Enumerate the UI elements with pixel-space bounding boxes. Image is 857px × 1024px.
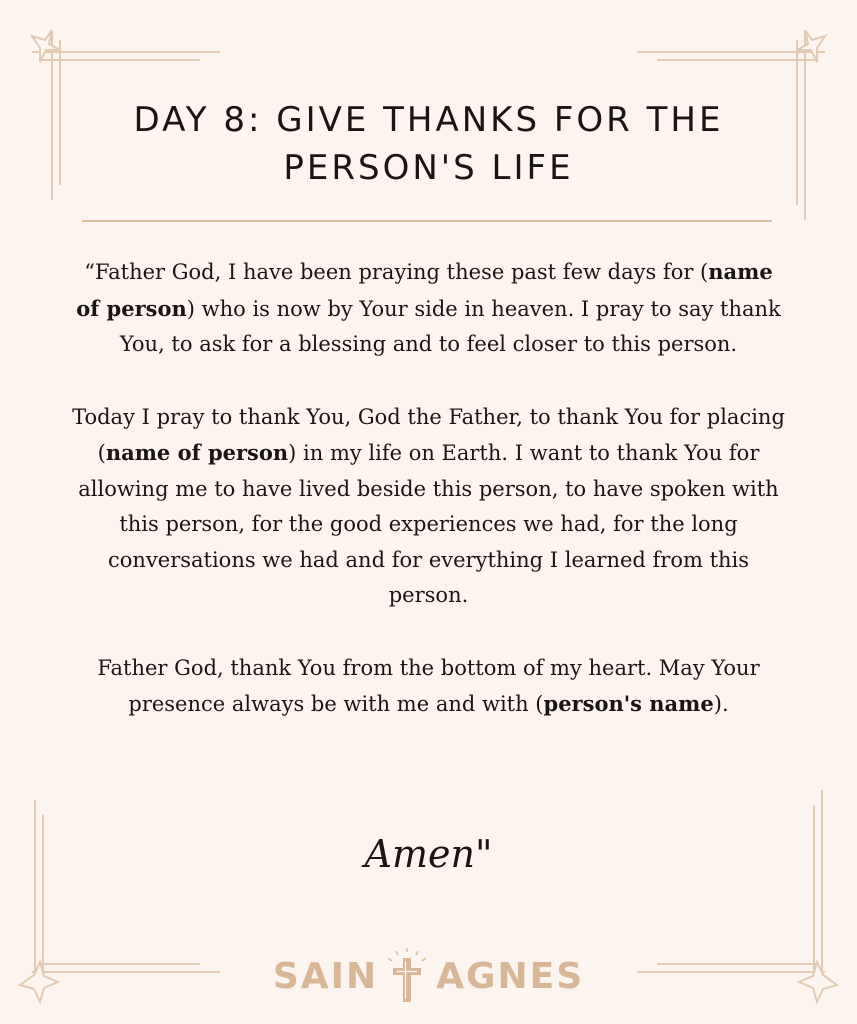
paragraph-3-text-c: ). bbox=[713, 692, 729, 716]
paragraph-1-text-a: “Father God, I have been praying these past few days for ( bbox=[84, 260, 709, 284]
prayer-paragraph-3 bbox=[70, 651, 787, 723]
saint-agnes-logo[interactable] bbox=[0, 946, 857, 1006]
title-divider bbox=[82, 220, 772, 222]
paragraph-1-text-c: ) who is now by Your side in heaven. I pray to say thank You, to ask for a blessing and to feel closer to this person. bbox=[119, 296, 781, 356]
prayer-paragraph-1 bbox=[70, 254, 787, 363]
logo-text-right: AGNES bbox=[436, 955, 585, 997]
paragraph-2-text-a: Today I pray to thank You, God the Father, to thank You for placing ( bbox=[72, 404, 785, 465]
title-line-1: DAY 8: GIVE THANKS FOR THE bbox=[133, 100, 724, 140]
paragraph-3-placeholder: person's name bbox=[543, 691, 714, 716]
page-title bbox=[40, 96, 817, 192]
prayer-text bbox=[70, 254, 787, 760]
prayer-paragraph-2 bbox=[70, 400, 787, 614]
paragraph-3-text-a: Father God, thank You from the bottom of my heart. May Your presence always be with me and with ( bbox=[97, 655, 760, 716]
paragraph-2-text-c: ) in my life on Earth. I want to thank You for allowing me to have lived beside this person, to have spoken with this person, for the good experiences we had, for the long conversations we had and for everything I learned from this person. bbox=[78, 441, 779, 607]
cross-icon bbox=[384, 948, 430, 1004]
paragraph-1-placeholder: name of person bbox=[76, 259, 773, 321]
closing-amen: Amen" bbox=[364, 832, 493, 876]
paragraph-2-placeholder: name of person bbox=[105, 440, 289, 465]
title-line-2: PERSON'S LIFE bbox=[283, 148, 574, 188]
logo-text-left: SAIN bbox=[272, 955, 379, 997]
